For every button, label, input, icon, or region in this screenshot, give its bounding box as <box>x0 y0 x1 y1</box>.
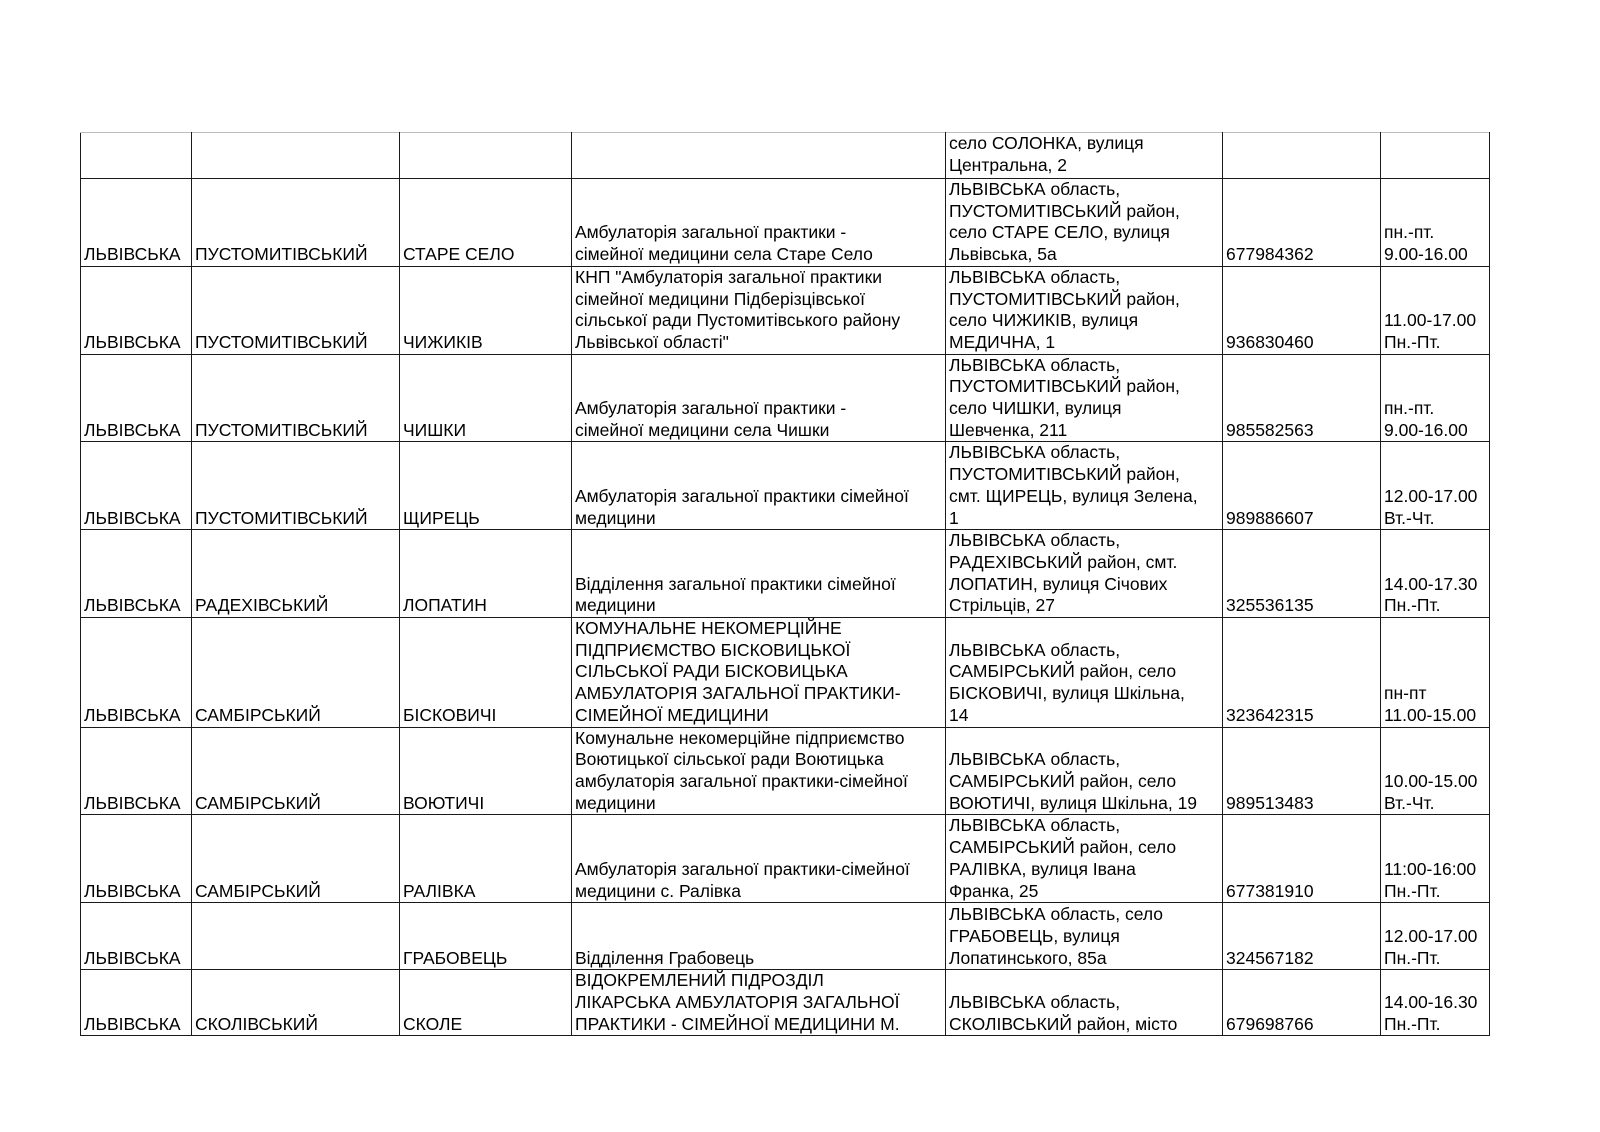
table-row <box>81 618 1490 728</box>
address-cell: село СОЛОНКА, вулиця Центральна, 2 <box>946 133 1223 179</box>
address-cell: ЛЬВІВСЬКА область, САМБІРСЬКИЙ район, село БІСКОВИЧІ, вулиця Шкільна, 14 <box>946 618 1223 728</box>
facility-name-cell: Відділення Грабовець <box>572 903 946 970</box>
region-cell: ЛЬВІВСЬКА <box>81 354 192 442</box>
spreadsheet-page <box>80 132 1490 1036</box>
phone-cell: 989513483 <box>1223 727 1381 815</box>
hours-cell: 12.00-17.00 Вт.-Чт. <box>1381 442 1490 530</box>
settlement-cell: ЧИЖИКІВ <box>400 266 572 354</box>
address-cell: ЛЬВІВСЬКА область, ПУСТОМИТІВСЬКИЙ район, село ЧИШКИ, вулиця Шевченка, 211 <box>946 354 1223 442</box>
district-cell: ПУСТОМИТІВСЬКИЙ <box>192 442 400 530</box>
settlement-cell: БІСКОВИЧІ <box>400 618 572 728</box>
address-cell: ЛЬВІВСЬКА область, РАДЕХІВСЬКИЙ район, смт. ЛОПАТИН, вулиця Січових Стрільців, 27 <box>946 530 1223 618</box>
table-row <box>81 179 1490 267</box>
settlement-cell: ВОЮТИЧІ <box>400 727 572 815</box>
district-cell: ПУСТОМИТІВСЬКИЙ <box>192 179 400 267</box>
table-row <box>81 442 1490 530</box>
facility-name-cell: Комунальне некомерційне підприємство Воютицької сільської ради Воютицька амбулаторія загальної практики-сімейної медицини <box>572 727 946 815</box>
facility-name-cell: Відділення загальної практики сімейної медицини <box>572 530 946 618</box>
hours-cell: 14.00-17.30 Пн.-Пт. <box>1381 530 1490 618</box>
facility-name-cell: ВІДОКРЕМЛЕНИЙ ПІДРОЗДІЛ ЛІКАРСЬКА АМБУЛАТОРІЯ ЗАГАЛЬНОЇ ПРАКТИКИ - СІМЕЙНОЇ МЕДИЦИНИ М. <box>572 970 946 1036</box>
phone-cell: 677381910 <box>1223 815 1381 903</box>
phone-cell: 323642315 <box>1223 618 1381 728</box>
district-cell: РАДЕХІВСЬКИЙ <box>192 530 400 618</box>
phone-cell: 324567182 <box>1223 903 1381 970</box>
region-cell: ЛЬВІВСЬКА <box>81 530 192 618</box>
region-cell: ЛЬВІВСЬКА <box>81 179 192 267</box>
facility-name-cell: Амбулаторія загальної практики - сімейної медицини села Чишки <box>572 354 946 442</box>
phone-cell: 679698766 <box>1223 970 1381 1036</box>
district-cell: САМБІРСЬКИЙ <box>192 727 400 815</box>
hours-cell <box>1381 133 1490 179</box>
table-row <box>81 354 1490 442</box>
phone-cell: 936830460 <box>1223 266 1381 354</box>
region-cell: ЛЬВІВСЬКА <box>81 815 192 903</box>
facility-name-cell: Амбулаторія загальної практики - сімейної медицини села Старе Село <box>572 179 946 267</box>
address-cell: ЛЬВІВСЬКА область, СКОЛІВСЬКИЙ район, місто <box>946 970 1223 1036</box>
address-cell: ЛЬВІВСЬКА область, ПУСТОМИТІВСЬКИЙ район, село ЧИЖИКІВ, вулиця МЕДИЧНА, 1 <box>946 266 1223 354</box>
facilities-table <box>80 132 1490 1036</box>
district-cell: САМБІРСЬКИЙ <box>192 815 400 903</box>
region-cell: ЛЬВІВСЬКА <box>81 442 192 530</box>
hours-cell: пн-пт 11.00-15.00 <box>1381 618 1490 728</box>
facility-name-cell: КОМУНАЛЬНЕ НЕКОМЕРЦІЙНЕ ПІДПРИЄМСТВО БІСКОВИЦЬКОЇ СІЛЬСЬКОЇ РАДИ БІСКОВИЦЬКА АМБУЛАТОРІЯ ЗАГАЛЬНОЇ ПРАКТИКИ- СІМЕЙНОЇ МЕДИЦИНИ <box>572 618 946 728</box>
hours-cell: 14.00-16.30 Пн.-Пт. <box>1381 970 1490 1036</box>
region-cell: ЛЬВІВСЬКА <box>81 618 192 728</box>
address-cell: ЛЬВІВСЬКА область, ПУСТОМИТІВСЬКИЙ район, село СТАРЕ СЕЛО, вулиця Львівська, 5а <box>946 179 1223 267</box>
settlement-cell: СКОЛЕ <box>400 970 572 1036</box>
hours-cell: 11.00-17.00 Пн.-Пт. <box>1381 266 1490 354</box>
address-cell: ЛЬВІВСЬКА область, САМБІРСЬКИЙ район, село ВОЮТИЧІ, вулиця Шкільна, 19 <box>946 727 1223 815</box>
facility-name-cell <box>572 133 946 179</box>
phone-cell: 985582563 <box>1223 354 1381 442</box>
table-row <box>81 727 1490 815</box>
district-cell: САМБІРСЬКИЙ <box>192 618 400 728</box>
district-cell: ПУСТОМИТІВСЬКИЙ <box>192 354 400 442</box>
region-cell <box>81 133 192 179</box>
table-row <box>81 815 1490 903</box>
table-row <box>81 530 1490 618</box>
region-cell: ЛЬВІВСЬКА <box>81 970 192 1036</box>
region-cell: ЛЬВІВСЬКА <box>81 727 192 815</box>
region-cell: ЛЬВІВСЬКА <box>81 903 192 970</box>
settlement-cell: ЛОПАТИН <box>400 530 572 618</box>
hours-cell: 11:00-16:00 Пн.-Пт. <box>1381 815 1490 903</box>
facility-name-cell: КНП "Амбулаторія загальної практики сімейної медицини Підберізцівської сільської ради Пустомитівського району Львівської області" <box>572 266 946 354</box>
facility-name-cell: Амбулаторія загальної практики-сімейної медицини с. Ралівка <box>572 815 946 903</box>
settlement-cell: ГРАБОВЕЦЬ <box>400 903 572 970</box>
district-cell: СКОЛІВСЬКИЙ <box>192 970 400 1036</box>
table-row <box>81 266 1490 354</box>
hours-cell: 12.00-17.00 Пн.-Пт. <box>1381 903 1490 970</box>
table-row <box>81 970 1490 1036</box>
address-cell: ЛЬВІВСЬКА область, ПУСТОМИТІВСЬКИЙ район, смт. ЩИРЕЦЬ, вулиця Зелена, 1 <box>946 442 1223 530</box>
phone-cell: 677984362 <box>1223 179 1381 267</box>
address-cell: ЛЬВІВСЬКА область, САМБІРСЬКИЙ район, село РАЛІВКА, вулиця Івана Франка, 25 <box>946 815 1223 903</box>
phone-cell: 989886607 <box>1223 442 1381 530</box>
address-cell: ЛЬВІВСЬКА область, село ГРАБОВЕЦЬ, вулиця Лопатинського, 85а <box>946 903 1223 970</box>
table-row <box>81 903 1490 970</box>
hours-cell: 10.00-15.00 Вт.-Чт. <box>1381 727 1490 815</box>
settlement-cell: РАЛІВКА <box>400 815 572 903</box>
hours-cell: пн.-пт. 9.00-16.00 <box>1381 179 1490 267</box>
settlement-cell <box>400 133 572 179</box>
phone-cell: 325536135 <box>1223 530 1381 618</box>
phone-cell <box>1223 133 1381 179</box>
table-row <box>81 133 1490 179</box>
settlement-cell: ЧИШКИ <box>400 354 572 442</box>
district-cell: ПУСТОМИТІВСЬКИЙ <box>192 266 400 354</box>
hours-cell: пн.-пт. 9.00-16.00 <box>1381 354 1490 442</box>
region-cell: ЛЬВІВСЬКА <box>81 266 192 354</box>
settlement-cell: ЩИРЕЦЬ <box>400 442 572 530</box>
district-cell <box>192 903 400 970</box>
settlement-cell: СТАРЕ СЕЛО <box>400 179 572 267</box>
facility-name-cell: Амбулаторія загальної практики сімейної медицини <box>572 442 946 530</box>
district-cell <box>192 133 400 179</box>
